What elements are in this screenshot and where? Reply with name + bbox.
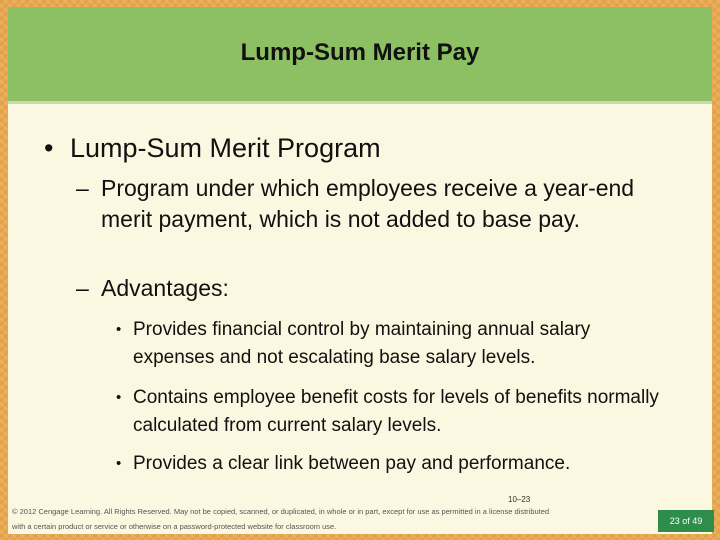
bullet-level3-item <box>116 384 676 440</box>
bullet-level3-text: Contains employee benefit costs for levels of benefits normally calculated from current salary levels. <box>133 387 659 436</box>
bullet-level3-item <box>116 450 676 478</box>
dash-icon: – <box>76 275 89 301</box>
bullet-level2-item <box>76 273 676 304</box>
bullet-level3-item <box>116 316 676 372</box>
bullet-level3-text: Provides a clear link between pay and performance. <box>133 453 571 474</box>
bullet-level1 <box>44 133 381 164</box>
slide-footer <box>8 494 712 534</box>
bullet-dot-icon: • <box>116 321 122 338</box>
bullet-level2-text: Program under which employees receive a year-end merit payment, which is not added to base pay. <box>101 175 635 232</box>
slide-reference: 10–23 <box>508 495 531 504</box>
bullet-level3-text: Provides financial control by maintaining annual salary expenses and not escalating base salary levels. <box>133 319 591 368</box>
title-bar <box>8 7 712 104</box>
bullet-level2-text: Advantages: <box>101 275 229 301</box>
dash-icon: – <box>76 175 89 201</box>
bullet-dot-icon: • <box>116 455 122 472</box>
bullet-dot-icon: • <box>116 389 122 406</box>
bullet-level1-text: Lump-Sum Merit Program <box>70 133 381 163</box>
bullet-dot-icon: • <box>44 133 54 163</box>
slide-title: Lump-Sum Merit Pay <box>240 39 480 66</box>
copyright-notice: © 2012 Cengage Learning. All Rights Reserved. May not be copied, scanned, or duplicated, in whole or in part, except for use as permitted in a license distributed with a certain product or service or otherwise on a password-protected website for classroom use. <box>12 507 550 531</box>
bullet-level2-item <box>76 173 676 235</box>
page-indicator: 23 of 49 <box>658 510 714 532</box>
